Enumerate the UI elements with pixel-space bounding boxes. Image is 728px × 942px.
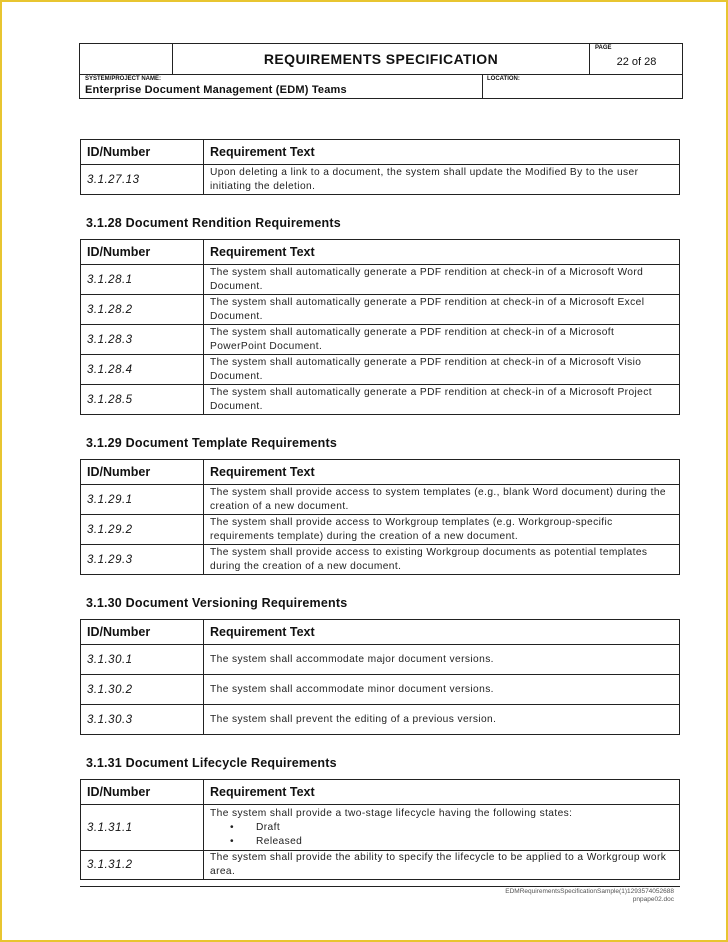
- requirement-id: 3.1.30.3: [81, 705, 204, 735]
- requirement-text: The system shall provide access to system templates (e.g., blank Word document) during the creation of a new document.: [204, 485, 680, 515]
- text-column-header: Requirement Text: [204, 140, 680, 165]
- requirement-text: The system shall automatically generate a PDF rendition at check-in of a Microsoft Word Document.: [204, 265, 680, 295]
- id-column-header: ID/Number: [81, 620, 204, 645]
- table-row: [81, 545, 680, 575]
- table-header-row: [81, 620, 680, 645]
- requirements-table-3-1-27: [80, 139, 680, 195]
- system-project-label: SYSTEM/PROJECT NAME:: [85, 76, 162, 82]
- footer: [505, 888, 674, 904]
- id-column-header: ID/Number: [81, 240, 204, 265]
- requirement-text: The system shall provide a two-stage lifecycle having the following states:: [210, 807, 573, 819]
- requirement-id: 3.1.31.2: [81, 851, 204, 880]
- section-heading-3-1-31: 3.1.31 Document Lifecycle Requirements: [86, 756, 337, 770]
- table-header-row: [81, 780, 680, 805]
- location-cell: [483, 75, 682, 99]
- system-project-value: Enterprise Document Management (EDM) Teams: [85, 84, 347, 96]
- requirements-table-3-1-31: [80, 779, 680, 880]
- requirement-id: 3.1.29.2: [81, 515, 204, 545]
- list-item: [210, 835, 673, 849]
- requirement-id: 3.1.28.5: [81, 385, 204, 415]
- table-row: [81, 645, 680, 675]
- table-row: [81, 165, 680, 195]
- requirement-text: The system shall provide access to existing Workgroup documents as potential templates during the creation of a new document.: [204, 545, 680, 575]
- requirement-id: 3.1.27.13: [81, 165, 204, 195]
- location-label: LOCATION:: [487, 76, 520, 82]
- requirement-id: 3.1.31.1: [81, 805, 204, 851]
- requirement-id: 3.1.28.1: [81, 265, 204, 295]
- id-column-header: ID/Number: [81, 780, 204, 805]
- table-row: [81, 705, 680, 735]
- requirement-id: 3.1.30.1: [81, 645, 204, 675]
- requirement-id: 3.1.28.3: [81, 325, 204, 355]
- requirements-table-3-1-28: [80, 239, 680, 415]
- requirement-text: Upon deleting a link to a document, the system shall update the Modified By to the user initiating the deletion.: [204, 165, 680, 195]
- text-column-header: Requirement Text: [204, 780, 680, 805]
- page-cell: [589, 44, 683, 74]
- list-item: [210, 821, 673, 835]
- requirement-text: The system shall automatically generate a PDF rendition at check-in of a Microsoft Excel Document.: [204, 295, 680, 325]
- lifecycle-state: Draft: [256, 821, 281, 833]
- requirement-text: The system shall automatically generate a PDF rendition at check-in of a Microsoft Project Document.: [204, 385, 680, 415]
- requirement-id: 3.1.28.4: [81, 355, 204, 385]
- page-label: PAGE: [595, 45, 612, 51]
- document-header: [79, 43, 683, 99]
- requirement-id: 3.1.29.3: [81, 545, 204, 575]
- system-project-cell: [80, 75, 483, 99]
- requirements-table-3-1-29: [80, 459, 680, 575]
- requirement-text: The system shall prevent the editing of a previous version.: [204, 705, 680, 735]
- requirement-text: The system shall accommodate major document versions.: [204, 645, 680, 675]
- section-heading-3-1-30: 3.1.30 Document Versioning Requirements: [86, 596, 348, 610]
- header-row-2: [80, 74, 682, 99]
- requirement-id: 3.1.29.1: [81, 485, 204, 515]
- text-column-header: Requirement Text: [204, 240, 680, 265]
- requirement-text: The system shall provide access to Workgroup templates (e.g. Workgroup-specific requirements template) during the creation of a new document.: [204, 515, 680, 545]
- table-row: [81, 805, 680, 851]
- table-header-row: [81, 460, 680, 485]
- bullet-icon: •: [230, 835, 234, 847]
- document-title: REQUIREMENTS SPECIFICATION: [263, 51, 499, 67]
- text-column-header: Requirement Text: [204, 460, 680, 485]
- requirement-id: 3.1.28.2: [81, 295, 204, 325]
- table-row: [81, 851, 680, 880]
- table-row: [81, 385, 680, 415]
- table-row: [81, 265, 680, 295]
- requirement-text-cell: [204, 805, 680, 851]
- requirement-text: The system shall automatically generate a PDF rendition at check-in of a Microsoft Visio Document.: [204, 355, 680, 385]
- page-number: 22 of 28: [616, 56, 657, 68]
- lifecycle-state: Released: [256, 835, 303, 847]
- table-header-row: [81, 140, 680, 165]
- footer-rule: [80, 886, 680, 887]
- requirement-id: 3.1.30.2: [81, 675, 204, 705]
- requirement-text: The system shall provide the ability to specify the lifecycle to be applied to a Workgroup work area.: [204, 851, 680, 880]
- footer-docname: pnpape02.doc: [632, 896, 674, 903]
- header-blank-cell: [80, 44, 173, 74]
- table-row: [81, 485, 680, 515]
- requirement-text: The system shall accommodate minor document versions.: [204, 675, 680, 705]
- bullet-icon: •: [230, 821, 234, 833]
- table-row: [81, 675, 680, 705]
- id-column-header: ID/Number: [81, 140, 204, 165]
- section-heading-3-1-28: 3.1.28 Document Rendition Requirements: [86, 216, 341, 230]
- table-header-row: [81, 240, 680, 265]
- requirements-table-3-1-30: [80, 619, 680, 735]
- requirement-text: The system shall automatically generate a PDF rendition at check-in of a Microsoft PowerPoint Document.: [204, 325, 680, 355]
- footer-filename: EDMRequirementsSpecificationSample(1)1293574052688: [505, 888, 674, 895]
- table-row: [81, 355, 680, 385]
- table-row: [81, 295, 680, 325]
- table-row: [81, 325, 680, 355]
- section-heading-3-1-29: 3.1.29 Document Template Requirements: [86, 436, 337, 450]
- table-row: [81, 515, 680, 545]
- text-column-header: Requirement Text: [204, 620, 680, 645]
- id-column-header: ID/Number: [81, 460, 204, 485]
